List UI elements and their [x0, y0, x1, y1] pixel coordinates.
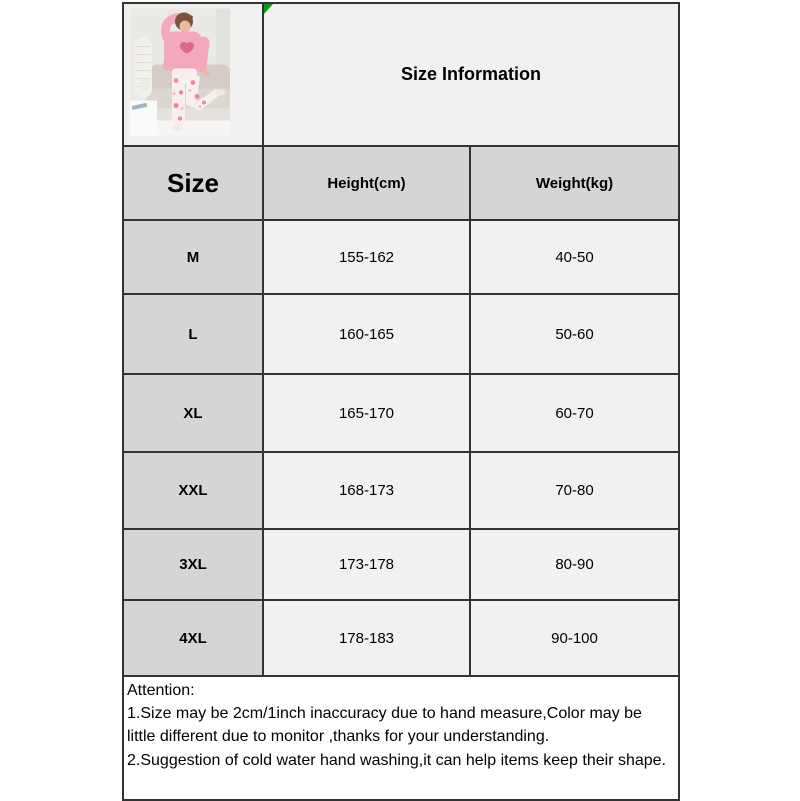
- weight-cell: 90-100: [470, 600, 679, 676]
- attention-row: [123, 676, 679, 800]
- height-cell: 155-162: [263, 220, 470, 294]
- height-cell: 160-165: [263, 294, 470, 374]
- attention-heading: Attention:: [127, 682, 195, 699]
- size-cell: XL: [123, 374, 263, 452]
- column-header-height: Height(cm): [263, 146, 470, 220]
- product-photo: [130, 8, 230, 136]
- green-corner-marker: [264, 4, 273, 14]
- table-header-row: [123, 146, 679, 220]
- table-row: [123, 374, 679, 452]
- attention-cell: [123, 676, 679, 800]
- attention-note: 1.Size may be 2cm/1inch inaccuracy due to hand measure,Color may be little different due to monitor ,thanks for your understanding.: [127, 705, 642, 746]
- table-row: [123, 600, 679, 676]
- pajama-model-illustration: [130, 8, 230, 136]
- table-row: [123, 220, 679, 294]
- column-header-size: Size: [123, 146, 263, 220]
- height-cell: 165-170: [263, 374, 470, 452]
- weight-cell: 60-70: [470, 374, 679, 452]
- product-photo-cell: [123, 3, 263, 146]
- size-information-title-cell: [263, 3, 679, 146]
- height-cell: 178-183: [263, 600, 470, 676]
- size-info-sheet: [122, 2, 680, 801]
- top-row: [123, 3, 679, 146]
- size-cell: 3XL: [123, 529, 263, 600]
- table-row: [123, 294, 679, 374]
- weight-cell: 70-80: [470, 452, 679, 529]
- height-cell: 173-178: [263, 529, 470, 600]
- height-cell: 168-173: [263, 452, 470, 529]
- attention-note: 2.Suggestion of cold water hand washing,it can help items keep their shape.: [127, 751, 666, 769]
- size-cell: M: [123, 220, 263, 294]
- weight-cell: 40-50: [470, 220, 679, 294]
- weight-cell: 50-60: [470, 294, 679, 374]
- size-cell: XXL: [123, 452, 263, 529]
- page-title: Size Information: [401, 64, 542, 84]
- size-table: [122, 2, 680, 801]
- size-cell: 4XL: [123, 600, 263, 676]
- table-row: [123, 529, 679, 600]
- weight-cell: 80-90: [470, 529, 679, 600]
- column-header-weight: Weight(kg): [470, 146, 679, 220]
- size-cell: L: [123, 294, 263, 374]
- table-row: [123, 452, 679, 529]
